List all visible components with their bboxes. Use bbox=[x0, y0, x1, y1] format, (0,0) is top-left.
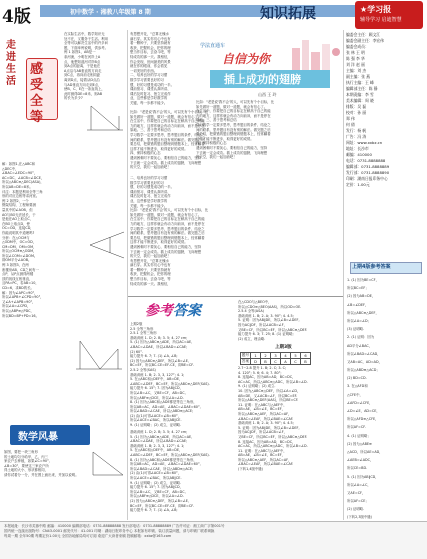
table-cell: 题号 bbox=[241, 353, 250, 357]
sidebar-answers: 1. (1) 因为BE=CF， 所以BC=EF； (2) 因为AB=DE， ∠B=∠DEF， 所以△ABC≌△DEF， 所以∠A=∠D； (3) 证明略. 2. (1) 证明：因为 AD平分∠BAC， 所以∠BAD=∠CAD， 又AB=AC，AD=AD， 所以△ABD≌△ACD； (2) BD=CD. 3. 在△AFD和 △CFE中， ∠AFD=∠CFE， ∠D=∠E，AD=CE， 所以△AFD≌△CFE， 所以AF=CF. 4. (1) 证明略； (2) 因为△ABE≌ △ACD，所以AE=AD， ∠AEB=∠ADC， 所以CE=BD. 5. (1) 因为AB∥CD， 所以∠A=∠C， 又AE=CF， 所以AF=CE； (2) 证明略. (下转2,3版中缝) bbox=[347, 278, 383, 520]
article-top-left: 有思想开花，"总算无愧水 滴石穿。其实你们心中也有 着一颗种子，只要坚持就有 收获，把握机会，把你的理 想当作目标，去奋斗吧，等 待成功的那一天。我相信， 你会发现，世间最美的风景 就在你的眼前，你会看见 一切美好的东西。 二、培养良好的学习习惯 数学学习需要良好的习 惯，好的习惯是成功的一半。 课前预习、课堂认真听讲、 课后及时复习、独立完成作 业，这些都是学好数学的 关键，每一步都不能少。 bbox=[130, 32, 175, 105]
table-cell: B bbox=[301, 359, 311, 365]
table-cell: 2 bbox=[261, 353, 271, 359]
math-storm-title: 数学风暴 bbox=[18, 432, 58, 443]
answers-column-1: 上期2版 2.5 全等三角形 2.5.1 全等三角形 基础训练 1. D; 2. B; 3. 5; 4. 27 cm; 5. (1) 因为△ABC≌△ADE，所以AC=AE, ∠BAC=∠DAE，所以∠BAD=∠CAE; (2) 60°. 能力提升 6. 7; 7. (1) ∠A, ∠B; (2) 因为△ABC≌△DEF，所以∠B=∠E, BC=EF，所以BC-CE=EF-CE，即BE=CF. 2.5.2 全等(SAS) 基础训练 1. B; 2. 3, 3, 127°; 4. 1; 5. 在△ABC和△DEF中，AB=DE， ∠ABC=∠DEF，BC=EF，所以△ABC≌△DEF(SAS). 能力提升 6. 15°; 7. 因为AB∥CD， 所以∠B=∠C，又BE=CF，AB=DC, 所以△ABF≌△DCE，所以∠A=∠D. 8. (1) 因为△ABC和△ADE都是等边三角形， 所以AB=AC，AD=AE，∠BAC=∠DAE=60°, 所以∠BAD=∠CAE，所以△ABD≌△ACE; (2) 由(1)可得∠ACE=∠B=60°， 所以∠ACE=∠BAC，所以AB∥CE. 9. (1) 证明略；(2) 成立，证明略. bbox=[130, 322, 210, 428]
table-cell: 1 bbox=[251, 353, 261, 359]
table-cell: 3 bbox=[271, 353, 281, 359]
issue-info: 初中数学 · 湘教八年级第 8 期 bbox=[70, 9, 151, 16]
article-body: 比如："老是说'我不会'的人，可以先有个小目标，比 如先做好一道题，做对一道题，就会有信心了。 在生活中，你要把自己的目标定在稍高于自己的能 力的地方，这样你就会有动力向前冲，而不是停在 原地。三、善于思考和总结 学习数学一定要多思考，思考题目的条件、结论之 间的联系，思考题目有没有别的解法。做完题之后 要总结，把做错的题目整理到错题本上，经常翻看 这样才能不断进步，取得更好的成绩。 四、保持积极的心态 遇到困难时不要灰心，要相信自己的能力，坚持 下去就一定会成功。插上成功的翅膀，飞向理想 的天空，我们一起加油吧！ bbox=[196, 100, 275, 160]
table-cell: C bbox=[291, 359, 301, 365]
storm-figure bbox=[90, 448, 126, 478]
answers-table bbox=[240, 352, 311, 365]
table-cell: 6 bbox=[301, 353, 311, 359]
figure-1 bbox=[85, 102, 125, 134]
article-kicker: 自信为你 bbox=[222, 52, 271, 66]
article-author: 山西 王 玲 bbox=[258, 92, 277, 97]
footer-text bbox=[4, 524, 424, 539]
footer-line: 国内统一连续出版物号：CN43-0001 邮发代号：41-001 印刷：湖南日报印务中心 本报如有印刷、装订质量问题，请与印刷厂联系调换 bbox=[4, 529, 215, 533]
table-cell: A bbox=[281, 359, 291, 365]
sidebar-answers-title: 上期4版参考答案 bbox=[352, 264, 391, 270]
feature-big-title: 感受全等 bbox=[30, 62, 44, 125]
column-tag: 学法直通车 bbox=[200, 43, 226, 49]
feature-intro: 在实际生活中，数学知识无 处不在，又服务于生活。利用 全等可以解决生活中的许多问 题，下面举例说明，供参考。 例 1 如图1，AB是一 条河流，小明在河岸上A 点，他想知道河对岸B点 到A点的距离，于是他在 A点沿与AB垂直的方向走 到C点，再向前走相同距 离到D点，接着从D点沿 与AD垂直方向走到E点， 使B、C、E在一条直线上， 此时测得DE=8米，则AB 的长为多少? bbox=[64, 32, 109, 101]
logo-text: ★学习报 bbox=[360, 5, 392, 14]
column-divider bbox=[127, 30, 128, 520]
table-row bbox=[241, 359, 311, 365]
logo-subtitle: 辅导学习 启迪智慧 bbox=[360, 17, 402, 23]
footer-line: 每周一期 全年50期 每期定价1.00元 全国各地邮局均可订阅 欢迎广大读者来稿 投稿邮箱：xxbz@163.com bbox=[4, 534, 172, 538]
table-cell: 4 bbox=[281, 353, 291, 359]
article-title: 插上成功的翅膀 bbox=[224, 73, 301, 86]
table-cell: 答案 bbox=[241, 359, 250, 363]
answers-banner-b: 答案 bbox=[173, 303, 201, 319]
editorial-board: 编委会主任：顾文江 编委会副主任：李宏伟 编委会成员： 张 林 王 明 陈 强 李 华 刘 洋 赵 丽 主编：刘 杰 副主编：张 燕 执行主编：王 峰 编辑部主任：陈 静 本期责编：李 雪 美术编辑：周 晓 排版：吴 磊 校对：孙 丽 郑 伟 何 倩 发行：杨 帆 广告：冯 涛 网址：www.xxbz.cn 地址：长沙市 邮编：410000 电话：0731-8888888 编辑部：0731-8888889 发行部：0731-8888890 印刷：湖南日报印务中心 定价：1.00元 bbox=[346, 32, 390, 187]
answers-subhead: 上期3版 bbox=[275, 345, 292, 350]
article-body-lower: 二、培养良好的学习习惯 数学学习需要良好的习 惯，好的习惯是成功的一半。 课前预习、课堂认真听讲、 课后及时复习、独立完成作 业，这些都是学好数学的 关键，每一步都不能少。 比如："老是说'我不会'的人，可以先有个小目标，比 如先做好一道题，做对一道题，就会有信心了。 在生活中，你要把自己的目标定在稍高于自己的能 力的地方，这样你就会有动力向前冲，而不是停在 学习数学一定要多思考，思考题目的条件、结论之 间的联系，思考题目有没有别的解法。做完题之后 要总结，把做错的题目整理到错题本上，经常翻看 这样才能不断进步，取得更好的成绩。 遇到困难时不要灰心，要相信自己的能力，坚持 下去就一定会成功。插上成功的翅膀，飞向理想 的天空，我们一起加油吧！ 有思想开花，"总算无愧水 滴石穿。其实你们心中也有 着一颗种子，只要坚持就有 收获，把握机会，把你的理 想当作目标，去奋斗吧，等 待成功的那一天。我相信， bbox=[130, 176, 209, 286]
table-cell: C bbox=[271, 359, 281, 365]
answers-banner bbox=[145, 300, 201, 320]
table-cell: 5 bbox=[291, 353, 301, 359]
answers-banner-a: 参考 bbox=[145, 303, 173, 319]
section-title: 知识拓展 bbox=[260, 6, 316, 22]
table-cell: B bbox=[261, 359, 271, 365]
math-storm-body: 如图，要把一块三角形 的土地均匀分给甲、乙、丙三 家农户去种植，如果∠C=90°, ∠B=30°，要使这三家农户所 得土地的大小、形状都相同， 请你试着分一分，并在图上画出来，并加以说明。 bbox=[4, 450, 79, 477]
answers-column-2b: 2.7~2.8 提升 1. B; 2. C; 3. C; 4. 120°; 5. 6; 6. 4; 7. 80°; 8. 连接AC，因为AB=AD，BC=DC， AC=AC，所以△ABC≌△ADC，所以∠B=∠D. 9. (1) 证明略；(2) 成立. 10. 因为△ABC≌△DEF，所以∠A=∠D， AB=DE，又∠ACB=∠F，所以BC=EF. 所以△ABC≌△DEF(AAS)，所以BE=CF. 11. 证明：在△ABC与△AEF中， AB=AE，∠B=∠E，BC=EF， 所以△ABC≌△AEF，所以AC=AF， ∠BAC=∠EAF，所以∠BAE=∠CAF. 基础训练 1. B; 2. A; 3. 90°; 4. 4.5; 5. 证明：因为AB∥DE，所以∠B=∠DEF, 因为AC∥DF，所以∠ACB=∠F， 又BE=CF，所以BC=EF，所以△ABC≌△DEF. 8. 连接AC，因为AB=AD，BC=DC， AC=AC，所以△ABC≌△ADC，所以∠B=∠D. 11. 证明：在△ABC与△AEF中， AB=AE，∠B=∠E，BC=EF， 所以△ABC≌△AEF，所以AC=AF， ∠BAC=∠EAF，所以∠BAE=∠CAF. (下转1,4版中缝) bbox=[238, 366, 308, 472]
answers-column-2: 在△CDO与△BEO中， 所以△CDO≌△BEO(AAS)，所以OD=OE. 2.5.4 全等(ASA) 基础训练 1. B; 2. A; 3. 90°; 4. 4.5; 5. 证明：因为AB∥DE，所以∠B=∠DEF, 因为AC∥DF，所以∠ACB=∠F， 又BE=CF，所以BC=EF，所以△ABC≌△DEF. 能力提升 6. 3; 7. 25; 8. (1) 证明略; (2) 成立，理由略. bbox=[238, 300, 308, 341]
page-number: 4版 bbox=[2, 7, 31, 27]
section-divider bbox=[128, 296, 343, 297]
footer-line: 本报地址：长沙市芙蓉中路 邮编：410000 编辑部电话：0731-88888888 发行部电话：0731-88888889 广告许可证：湘工商广字第001号 bbox=[4, 524, 225, 528]
feature-title: 走进生活 bbox=[6, 40, 16, 87]
feature-body: 解：如图1,在△ABC和 △DEC中， ∠BAC=∠EDC=90°， AC=DC，∠ACB=∠DCE， 所以△ABC≌△DEC(ASA)， 所以AB=DE=8米。 评注：本题是利用全等三角 形的对应边相等求河宽。 例 2 如图2，一个 钢架结构，工程师要测 量其中的∠AOB，但 AO与BO无法延长，于 是他在AO上取点C， 在BO上取点D，使 OC=OD，连接CD， 你能说明其中道理吗? 分析：在△OCM与 △ODM中，OC=OD， CM=DM，OM=OM， 所以△OCM≌△ODM， 所以∠COM=∠DOM。 即OM平分∠AOB。 例 3 如图3，在两 座楼房AB，CD之间有一 点P，从P点测得两楼 顶的视线互相垂直， 且PA=PC，若AB=10， CD=6，求BD的长。 解：因为∠APC=90°， 所以∠APB+∠CPD=90°， 又∠A+∠APB=90°， 所以∠A=∠CPD， 所以△ABP≌△PDC， 所以BD=BP+PD=16。 bbox=[2, 162, 45, 318]
column-divider bbox=[343, 30, 344, 520]
figure-3 bbox=[72, 335, 126, 371]
table-cell: D bbox=[251, 359, 261, 365]
city-skyline-illustration bbox=[290, 34, 342, 70]
answers-column-1b: 基础训练 1. D; 2. B; 3. 5; 4. 27 cm; 5. (1) 因为△ABC≌△ADE，所以AC=AE, ∠BAC=∠DAE，所以∠BAD=∠CAE; 基础训练 1. B; 2. 3, 3, 127°; 4. 1; 5. 在△ABC和△DEF中，AB=DE， ∠ABC=∠DEF，BC=EF，所以△ABC≌△DEF(SAS). 8. (1) 因为△ABC和△ADE都是等边三角形， 所以AB=AC，AD=AE，∠BAC=∠DAE=60°, 所以∠BAD=∠CAE，所以△ABD≌△ACE; (2) 由(1)可得∠ACE=∠B=60°， 所以∠ACE=∠BAC，所以AB∥CE. 9. (1) 证明略；(2) 成立，证明略. 能力提升 6. 15°; 7. 因为AB∥CD， 所以∠B=∠C，又BE=CF，AB=DC, 所以△ABF≌△DCE，所以∠A=∠D. (2) 因为△ABC≌△DEF，所以∠B=∠E, BC=EF，所以BC-CE=EF-CE，即BE=CF. 能力提升 6. 7; 7. (1) ∠A, ∠B; bbox=[130, 430, 210, 513]
figure-2 bbox=[88, 230, 126, 260]
article-body-left: 比如："老是说'我不会'的人，可以先有个小目标，比 如先做好一道题，做对一道题，就会有信心了。 在生活中，你要把自己的目标定在稍高于自己的能 力的地方，这样你就会有动力向前冲，而不是停在 原地。三、善于思考和总结 学习数学一定要多思考，思考题目的条件、结论之 间的联系，思考题目有没有别的解法。做完题之后 要总结，把做错的题目整理到错题本上，经常翻看 这样才能不断进步，取得更好的成绩。 四、保持积极的心态 遇到困难时不要灰心，要相信自己的能力，坚持 下去就一定会成功。插上成功的翅膀，飞向理想 的天空，我们一起加油吧！ bbox=[130, 110, 209, 170]
